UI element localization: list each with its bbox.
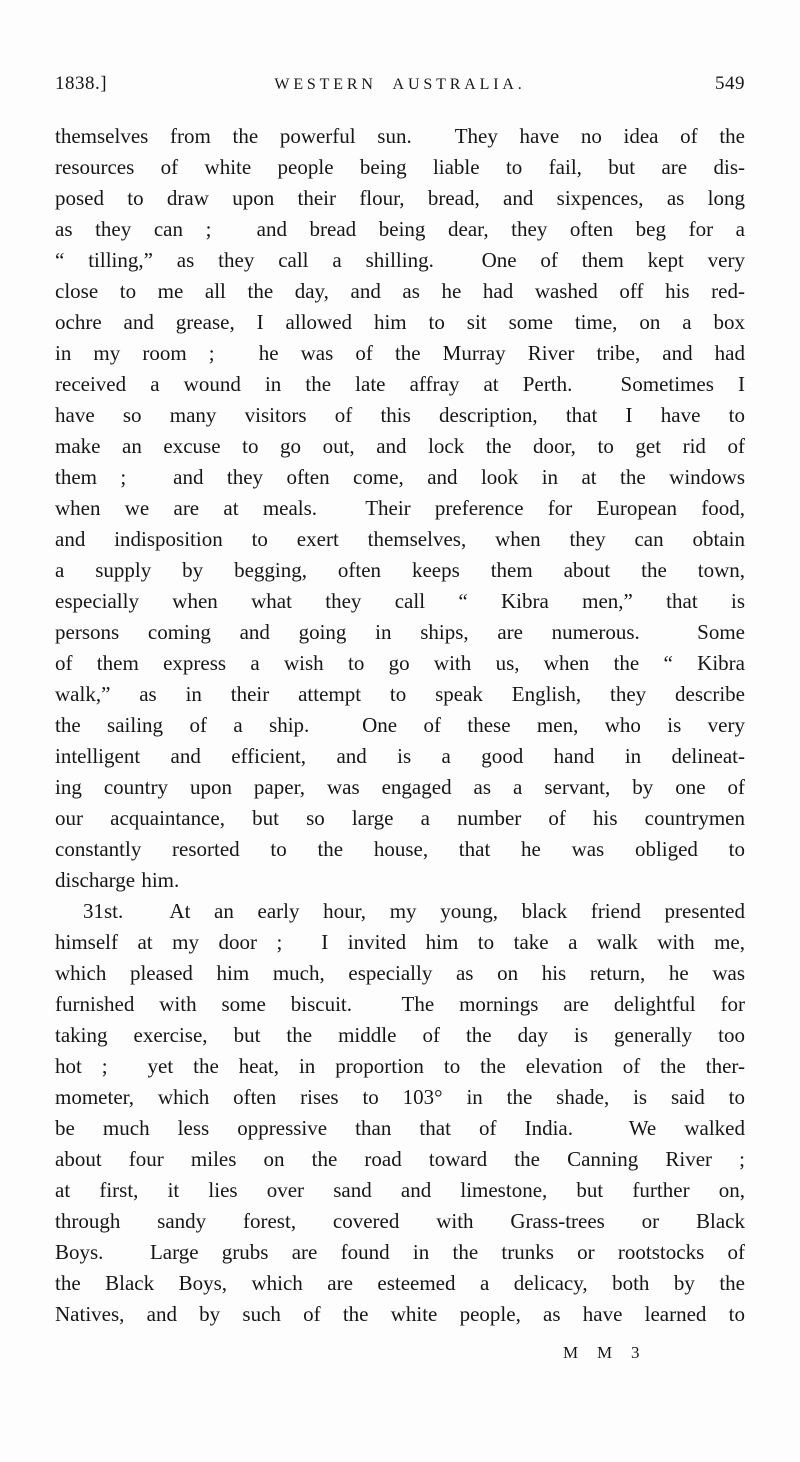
text-line: be much less oppressive than that of India. We walked bbox=[55, 1116, 745, 1140]
text-line: himself at my door ; I invited him to take a walk with me, bbox=[55, 930, 745, 954]
text-line: “ tilling,” as they call a shilling. One of them kept very bbox=[55, 248, 745, 272]
text-line: about four miles on the road toward the Canning River ; bbox=[55, 1147, 745, 1171]
text-line: in my room ; he was of the Murray River tribe, and had bbox=[55, 341, 745, 365]
text-line: the sailing of a ship. One of these men, who is very bbox=[55, 713, 745, 737]
text-line: which pleased him much, especially as on his return, he was bbox=[55, 961, 745, 985]
text-line: walk,” as in their attempt to speak English, they describe bbox=[55, 682, 745, 706]
paragraph bbox=[55, 896, 745, 1330]
text-line: a supply by begging, often keeps them about the town, bbox=[55, 558, 745, 582]
header-year: 1838.] bbox=[55, 73, 108, 94]
text-line: persons coming and going in ships, are numerous. Some bbox=[55, 620, 745, 644]
text-line: taking exercise, but the middle of the day is generally too bbox=[55, 1023, 745, 1047]
text-line: at first, it lies over sand and limestone, but further on, bbox=[55, 1178, 745, 1202]
page-header bbox=[55, 72, 745, 97]
text-line: have so many visitors of this description, that I have to bbox=[55, 403, 745, 427]
text-line: and indisposition to exert themselves, when they can obtain bbox=[55, 527, 745, 551]
text-line: especially when what they call “ Kibra men,” that is bbox=[55, 589, 745, 613]
text-line: hot ; yet the heat, in proportion to the elevation of the ther- bbox=[55, 1054, 745, 1078]
text-line: received a wound in the late affray at Perth. Sometimes I bbox=[55, 372, 745, 396]
paragraph bbox=[55, 121, 745, 896]
text-line: through sandy forest, covered with Grass-trees or Black bbox=[55, 1209, 745, 1233]
signature-mark: M M 3 bbox=[563, 1343, 643, 1362]
text-line: themselves from the powerful sun. They have no idea of the bbox=[55, 124, 745, 148]
text-line: of them express a wish to go with us, when the “ Kibra bbox=[55, 651, 745, 675]
text-line: mometer, which often rises to 103° in the shade, is said to bbox=[55, 1085, 745, 1109]
text-line: Boys. Large grubs are found in the trunks or rootstocks of bbox=[55, 1240, 745, 1264]
text-line: discharge him. bbox=[55, 868, 180, 892]
text-line: furnished with some biscuit. The mornings are delightful for bbox=[55, 992, 745, 1016]
text-line: our acquaintance, but so large a number of his countrymen bbox=[55, 806, 745, 830]
text-line: when we are at meals. Their preference for European food, bbox=[55, 496, 745, 520]
text-line: Natives, and by such of the white people, as have learned to bbox=[55, 1302, 745, 1326]
page-number: 549 bbox=[715, 73, 745, 94]
page-body bbox=[55, 121, 745, 1330]
text-line: them ; and they often come, and look in at the windows bbox=[55, 465, 745, 489]
text-line: close to me all the day, and as he had washed off his red- bbox=[55, 279, 745, 303]
running-title: WESTERN AUSTRALIA. bbox=[274, 76, 526, 93]
text-line: as they can ; and bread being dear, they often beg for a bbox=[55, 217, 745, 241]
text-line: the Black Boys, which are esteemed a delicacy, both by the bbox=[55, 1271, 745, 1295]
text-line: resources of white people being liable to fail, but are dis- bbox=[55, 155, 745, 179]
text-line: intelligent and efficient, and is a good hand in delineat- bbox=[55, 744, 745, 768]
text-line: 31st. At an early hour, my young, black friend presented bbox=[83, 899, 745, 923]
text-line: posed to draw upon their flour, bread, and sixpences, as long bbox=[55, 186, 745, 210]
text-line: ochre and grease, I allowed him to sit some time, on a box bbox=[55, 310, 745, 334]
text-line: make an excuse to go out, and lock the door, to get rid of bbox=[55, 434, 745, 458]
text-line: ing country upon paper, was engaged as a servant, by one of bbox=[55, 775, 745, 799]
text-line: constantly resorted to the house, that he was obliged to bbox=[55, 837, 745, 861]
